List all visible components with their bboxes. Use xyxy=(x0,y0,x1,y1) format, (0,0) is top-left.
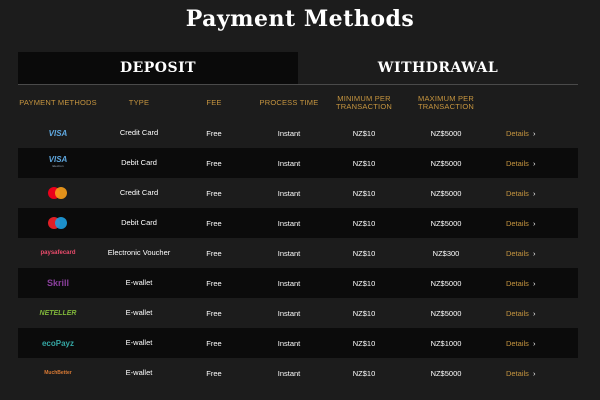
cell-max: NZ$5000 xyxy=(430,368,462,378)
cell-max: NZ$5000 xyxy=(430,158,462,168)
cell-min: NZ$10 xyxy=(352,158,376,168)
cell-process-time: Instant xyxy=(277,338,301,348)
cell-type: Debit Card xyxy=(121,218,157,227)
cell-min: NZ$10 xyxy=(352,368,376,378)
table-row xyxy=(18,118,578,148)
cell-type: Debit Card xyxy=(121,158,157,167)
cell-max: NZ$300 xyxy=(432,248,460,258)
header-payment-methods: PAYMENT METHODS xyxy=(19,98,97,107)
details-link[interactable]: Details › xyxy=(506,278,536,288)
table-header xyxy=(18,88,578,118)
chevron-right-icon: › xyxy=(532,218,536,228)
paysafecard-logo: paysafecard xyxy=(40,250,76,256)
mastercard-logo xyxy=(18,187,98,199)
maestro-icon xyxy=(48,217,68,229)
header-min: MINIMUM PER TRANSACTION xyxy=(336,94,392,111)
table-row xyxy=(18,328,578,358)
cell-min: NZ$10 xyxy=(352,308,376,318)
table-row xyxy=(18,358,578,388)
cell-type: E-wallet xyxy=(125,278,153,287)
cell-process-time: Instant xyxy=(277,368,301,378)
details-link[interactable]: Details › xyxy=(506,218,536,228)
details-link[interactable]: Details › xyxy=(506,368,536,378)
tab-deposit[interactable]: DEPOSIT xyxy=(18,52,298,84)
neteller-logo: NETELLER xyxy=(39,309,77,317)
header-fee: FEE xyxy=(206,98,222,107)
header-process-time: PROCESS TIME xyxy=(259,98,319,107)
cell-fee: Free xyxy=(206,278,222,288)
ecopayz-logo: ecoPayz xyxy=(41,338,75,348)
maestro-logo xyxy=(18,217,98,229)
cell-fee: Free xyxy=(206,158,222,168)
cell-fee: Free xyxy=(206,128,222,138)
cell-process-time: Instant xyxy=(277,248,301,258)
table-row xyxy=(18,178,578,208)
cell-max: NZ$5000 xyxy=(430,128,462,138)
chevron-right-icon: › xyxy=(532,308,536,318)
cell-min: NZ$10 xyxy=(352,278,376,288)
cell-max: NZ$5000 xyxy=(430,218,462,228)
chevron-right-icon: › xyxy=(532,278,536,288)
cell-process-time: Instant xyxy=(277,218,301,228)
table-row xyxy=(18,298,578,328)
cell-max: NZ$5000 xyxy=(430,308,462,318)
visa-electron-logo: VISA Electron xyxy=(48,155,68,168)
table-row xyxy=(18,268,578,298)
chevron-right-icon: › xyxy=(532,158,536,168)
details-link[interactable]: Details › xyxy=(506,338,536,348)
cell-type: Credit Card xyxy=(119,128,159,137)
cell-type: E-wallet xyxy=(125,308,153,317)
cell-max: NZ$5000 xyxy=(430,278,462,288)
cell-min: NZ$10 xyxy=(352,248,376,258)
details-link[interactable]: Details › xyxy=(506,248,536,258)
cell-process-time: Instant xyxy=(277,158,301,168)
cell-fee: Free xyxy=(206,218,222,228)
chevron-right-icon: › xyxy=(532,368,536,378)
cell-type: Electronic Voucher xyxy=(107,248,171,257)
details-link[interactable]: Details › xyxy=(506,158,536,168)
cell-type: E-wallet xyxy=(125,338,153,347)
cell-max: NZ$1000 xyxy=(430,338,462,348)
cell-fee: Free xyxy=(206,368,222,378)
cell-fee: Free xyxy=(206,188,222,198)
cell-min: NZ$10 xyxy=(352,188,376,198)
cell-max: NZ$5000 xyxy=(430,188,462,198)
chevron-right-icon: › xyxy=(532,128,536,138)
skrill-logo: Skrill xyxy=(46,278,69,288)
cell-fee: Free xyxy=(206,308,222,318)
table-row xyxy=(18,238,578,268)
visa-logo: VISA xyxy=(48,128,68,138)
cell-min: NZ$10 xyxy=(352,218,376,228)
muchbetter-logo: MuchBetter xyxy=(44,370,72,376)
cell-min: NZ$10 xyxy=(352,128,376,138)
tab-bar xyxy=(18,52,578,85)
table-row xyxy=(18,148,578,178)
tab-withdrawal[interactable]: WITHDRAWAL xyxy=(377,60,499,76)
cell-process-time: Instant xyxy=(277,188,301,198)
cell-process-time: Instant xyxy=(277,308,301,318)
header-max: MAXIMUM PER TRANSACTION xyxy=(418,94,474,111)
table-row xyxy=(18,208,578,238)
chevron-right-icon: › xyxy=(532,248,536,258)
details-link[interactable]: Details › xyxy=(506,188,536,198)
mastercard-icon xyxy=(48,187,68,199)
cell-fee: Free xyxy=(206,248,222,258)
details-link[interactable]: Details › xyxy=(506,308,536,318)
cell-min: NZ$10 xyxy=(352,338,376,348)
chevron-right-icon: › xyxy=(532,188,536,198)
cell-process-time: Instant xyxy=(277,128,301,138)
chevron-right-icon: › xyxy=(532,338,536,348)
header-type: TYPE xyxy=(128,98,150,107)
cell-type: Credit Card xyxy=(119,188,159,197)
page-title: Payment Methods xyxy=(185,6,415,32)
details-link[interactable]: Details › xyxy=(506,128,536,138)
payment-methods-table xyxy=(18,88,578,388)
cell-process-time: Instant xyxy=(277,278,301,288)
cell-fee: Free xyxy=(206,338,222,348)
cell-type: E-wallet xyxy=(125,368,153,377)
